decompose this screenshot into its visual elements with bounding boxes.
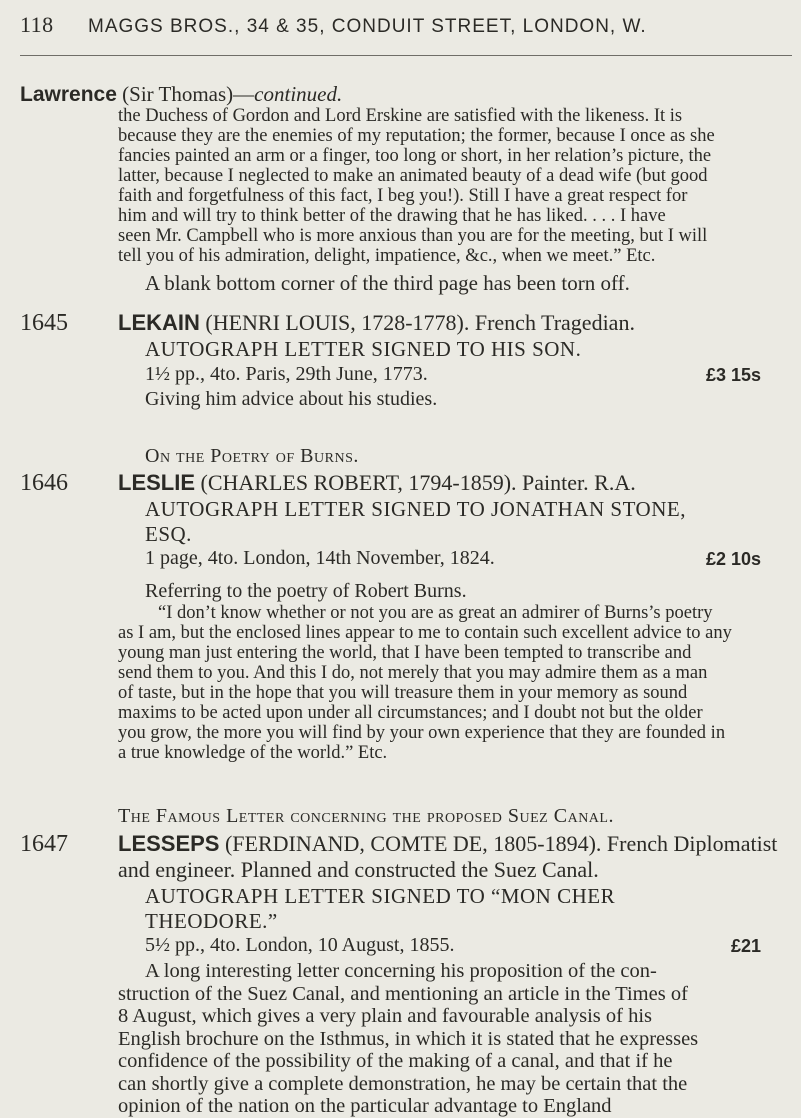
leslie-description: Referring to the poetry of Robert Burns. bbox=[145, 580, 467, 602]
quote-line: send them to you. And this I do, not merely that you may admire them as a man bbox=[118, 663, 708, 683]
leslie-title-line: ESQ. bbox=[145, 522, 192, 546]
lesseps-price: £21 bbox=[730, 936, 761, 956]
burns-subheading: On the Poetry of Burns. bbox=[145, 445, 359, 467]
quote-line: “I don’t know whether or not you are as great an admirer of Burns’s poetry bbox=[158, 603, 713, 623]
page-header bbox=[20, 12, 790, 38]
quote-line: as I am, but the enclosed lines appear to me to contain such excellent advice to any bbox=[118, 623, 732, 643]
lesseps-heading bbox=[118, 831, 798, 883]
lesseps-name-rest: (FERDINAND, COMTE DE, 1805-1894). French Diplomatist bbox=[219, 831, 778, 856]
lekain-details: 1½ pp., 4to. Paris, 29th June, 1773. bbox=[145, 363, 428, 385]
lot-number: 1647 bbox=[20, 831, 68, 857]
lawrence-continued-heading bbox=[20, 82, 792, 107]
description-line: 8 August, which gives a very plain and favourable analysis of his bbox=[118, 1005, 653, 1027]
quote-line: young man just entering the world, that I have been tempted to transcribe and bbox=[118, 643, 692, 663]
quote-line: him and will try to think better of the drawing that he has liked. . . . I have bbox=[118, 206, 666, 226]
description-line: struction of the Suez Canal, and mentioning an article in the Times of bbox=[118, 982, 688, 1005]
leslie-name: LESLIE bbox=[118, 470, 196, 495]
lot-number: 1646 bbox=[20, 470, 68, 496]
description-line: opinion of the nation on the particular advantage to England bbox=[118, 1095, 612, 1117]
quote-line: the Duchess of Gordon and Lord Erskine are satisfied with the likeness. It is bbox=[118, 106, 683, 126]
lekain-price: £3 15s bbox=[705, 365, 761, 385]
quote-line: you grow, the more you will find by your own experience that they are founded in bbox=[118, 723, 726, 743]
lesseps-name-line2: and engineer. Planned and constructed the Suez Canal. bbox=[118, 857, 599, 882]
leslie-heading bbox=[118, 470, 798, 496]
lawrence-note: A blank bottom corner of the third page has been torn off. bbox=[145, 271, 630, 295]
page-number: 118 bbox=[20, 12, 54, 37]
quote-line: because they are the enemies of my reputation; the former, because I once as she bbox=[118, 126, 715, 146]
description-line: A long interesting letter concerning his proposition of the con- bbox=[145, 960, 657, 982]
leslie-title bbox=[145, 497, 795, 547]
description-line: can shortly give a complete demonstration, he may be certain that the bbox=[118, 1072, 688, 1095]
lawrence-name-rest: (Sir Thomas)— bbox=[116, 82, 255, 106]
quote-line: seen Mr. Campbell who is more anxious than you are for the meeting, but I will bbox=[118, 226, 708, 246]
lesseps-name: LESSEPS bbox=[118, 831, 220, 856]
lekain-title: AUTOGRAPH LETTER SIGNED TO HIS SON. bbox=[145, 337, 582, 361]
leslie-title-line: AUTOGRAPH LETTER SIGNED TO JONATHAN STONE, bbox=[145, 497, 686, 521]
leslie-quote bbox=[118, 603, 790, 763]
lesseps-title-line: AUTOGRAPH LETTER SIGNED TO “MON CHER bbox=[145, 884, 616, 908]
quote-line: a true knowledge of the world.” Etc. bbox=[118, 743, 388, 763]
lesseps-title bbox=[145, 884, 795, 934]
quote-line: maxims to be acted upon under all circumstances; and I doubt not but the older bbox=[118, 703, 703, 723]
lesseps-title-line: THEODORE.” bbox=[145, 909, 278, 933]
lekain-heading bbox=[118, 310, 798, 336]
lesseps-description bbox=[118, 960, 790, 1118]
quote-line: latter, because I neglected to make an animated beauty of a dead wife (but good bbox=[118, 166, 708, 186]
suez-subheading: The Famous Letter concerning the proposed Suez Canal. bbox=[118, 805, 614, 827]
leslie-name-rest: (CHARLES ROBERT, 1794-1859). Painter. R.A. bbox=[195, 470, 636, 495]
lawrence-name: Lawrence bbox=[20, 83, 117, 106]
lekain-name-rest: (HENRI LOUIS, 1728-1778). French Tragedian. bbox=[199, 310, 635, 335]
leslie-details: 1 page, 4to. London, 14th November, 1824. bbox=[145, 547, 495, 569]
description-line: confidence of the possibility of the making of a canal, and that if he bbox=[118, 1050, 673, 1072]
continued-label: continued. bbox=[254, 82, 343, 106]
lawrence-quote bbox=[118, 106, 790, 266]
description-line: English brochure on the Isthmus, in which it is stated that he expresses bbox=[118, 1027, 699, 1050]
quote-line: fancies painted an arm or a finger, too long or short, in her relation’s picture, the bbox=[118, 146, 712, 166]
quote-line: tell you of his admiration, delight, impatience, &c., when we meet.” Etc. bbox=[118, 246, 656, 266]
quote-line: faith and forgetfulness of this fact, I beg you!). Still I have a great respect for bbox=[118, 186, 688, 206]
lekain-name: LEKAIN bbox=[118, 310, 200, 335]
lot-number: 1645 bbox=[20, 310, 68, 336]
header-rule bbox=[20, 55, 792, 56]
running-title: MAGGS BROS., 34 & 35, CONDUIT STREET, LONDON, W. bbox=[88, 16, 647, 37]
lesseps-details: 5½ pp., 4to. London, 10 August, 1855. bbox=[145, 934, 455, 956]
lekain-description: Giving him advice about his studies. bbox=[145, 388, 438, 410]
leslie-price: £2 10s bbox=[705, 549, 761, 569]
quote-line: of taste, but in the hope that you will treasure them in your memory as sound bbox=[118, 683, 688, 703]
